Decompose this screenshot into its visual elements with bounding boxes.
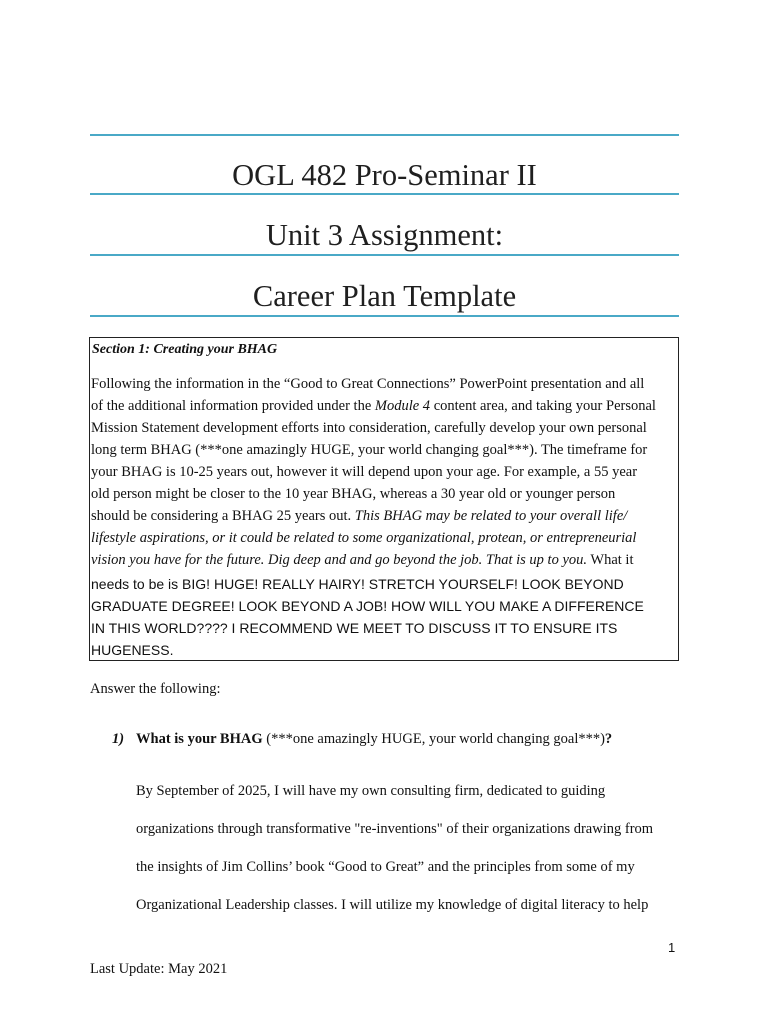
instruction-line: vision you have for the future. Dig deep and and go beyond the job. That is up to you. What it — [91, 552, 634, 568]
title-rule-1 — [90, 193, 679, 195]
doc-subtitle-2: Career Plan Template — [252, 279, 517, 313]
answer-label: Answer the following: — [90, 681, 221, 697]
instruction-line: IN THIS WORLD???? I RECOMMEND WE MEET TO DISCUSS IT TO ENSURE ITS — [91, 620, 618, 636]
instruction-line: long term BHAG (***one amazingly HUGE, your world changing goal***). The timeframe for — [91, 442, 648, 458]
instruction-line: GRADUATE DEGREE! LOOK BEYOND A JOB! HOW WILL YOU MAKE A DIFFERENCE — [91, 598, 644, 614]
question-text: What is your BHAG (***one amazingly HUGE, your world changing goal***)? — [136, 731, 613, 747]
question-number: 1) — [112, 731, 125, 747]
instruction-line: HUGENESS. — [91, 642, 174, 658]
instruction-line: of the additional information provided under the Module 4 content area, and taking your Personal — [91, 398, 656, 414]
instruction-line: lifestyle aspirations, or it could be related to some organizational, protean, or entrepreneurial — [91, 530, 637, 546]
instruction-line: needs to be is BIG! HUGE! REALLY HAIRY! STRETCH YOURSELF! LOOK BEYOND — [91, 576, 624, 592]
answer-line: Organizational Leadership classes. I will utilize my knowledge of digital literacy to help — [136, 897, 649, 913]
answer-line: By September of 2025, I will have my own consulting firm, dedicated to guiding — [136, 783, 606, 799]
instruction-line: old person might be closer to the 10 year BHAG, whereas a 30 year old or younger person — [91, 486, 616, 502]
title-rule-top — [90, 134, 679, 136]
section-1-box — [89, 337, 679, 661]
instruction-line: your BHAG is 10-25 years out, however it will depend upon your age. For example, a 55 year — [91, 464, 638, 480]
doc-subtitle: Unit 3 Assignment: — [265, 218, 504, 252]
title-rule-bottom — [90, 315, 679, 317]
title-rule-2 — [90, 254, 679, 256]
instruction-line: Following the information in the “Good to Great Connections” PowerPoint presentation and all — [91, 376, 645, 392]
page-number: 1 — [668, 940, 676, 955]
instruction-line: Mission Statement development efforts into consideration, carefully develop your own personal — [91, 420, 647, 436]
footer-last-update: Last Update: May 2021 — [90, 961, 228, 977]
answer-line: the insights of Jim Collins’ book “Good to Great” and the principles from some of my — [136, 859, 635, 875]
section-1-title: Section 1: Creating your BHAG — [92, 342, 278, 357]
answer-line: organizations through transformative "re-inventions" of their organizations drawing from — [136, 821, 654, 837]
doc-title: OGL 482 Pro-Seminar II — [232, 158, 537, 192]
instruction-line: should be considering a BHAG 25 years out. This BHAG may be related to your overall life/ — [91, 508, 628, 524]
